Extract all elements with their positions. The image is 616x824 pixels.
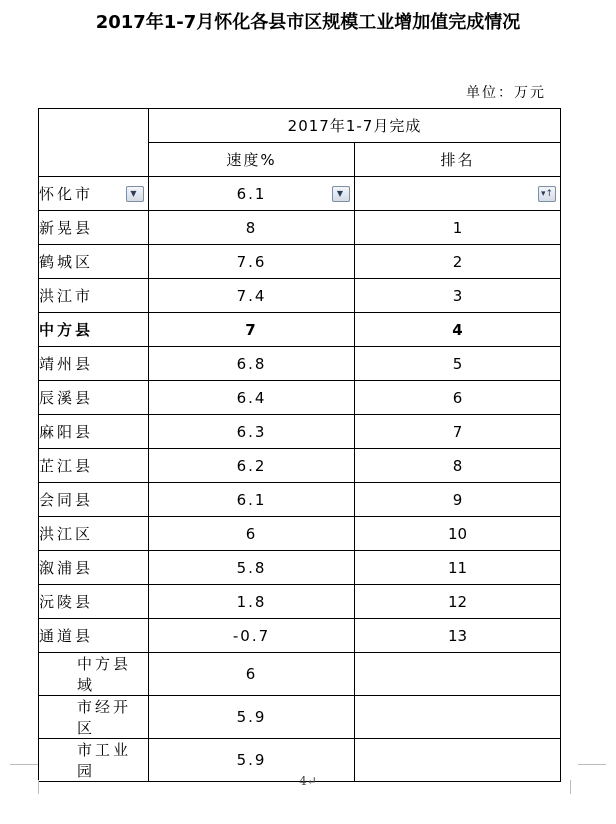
margin-mark	[10, 764, 38, 765]
data-table	[38, 108, 561, 782]
rank-empty	[355, 696, 561, 739]
rank-value: 10	[355, 517, 561, 551]
region-name: 市经开区	[39, 696, 149, 739]
filter-row	[39, 177, 561, 211]
table-row	[39, 347, 561, 381]
table-row	[39, 449, 561, 483]
rank-value: 2	[355, 245, 561, 279]
rank-value: 13	[355, 619, 561, 653]
header-period: 2017年1-7月完成	[149, 109, 561, 143]
growth-speed: 5.9	[149, 739, 355, 782]
table-row	[39, 619, 561, 653]
growth-speed: 8	[149, 211, 355, 245]
header-blank-cell	[39, 109, 149, 177]
table-row	[39, 517, 561, 551]
county-name: 沅陵县	[39, 585, 149, 619]
table-row	[39, 245, 561, 279]
header-speed: 速度%	[149, 143, 355, 177]
growth-speed: 6	[149, 653, 355, 696]
growth-speed: -0.7	[149, 619, 355, 653]
county-name: 新晃县	[39, 211, 149, 245]
unit-label: 单位：万元	[466, 85, 546, 101]
table-row	[39, 551, 561, 585]
county-name: 会同县	[39, 483, 149, 517]
rank-value: 4	[355, 313, 561, 347]
county-name: 洪江区	[39, 517, 149, 551]
rank-value: 11	[355, 551, 561, 585]
region-name: 市工业园	[39, 739, 149, 782]
county-name: 中方县	[39, 313, 149, 347]
region-name: 中方县域	[39, 653, 149, 696]
rank-value: 9	[355, 483, 561, 517]
rank-value: 5	[355, 347, 561, 381]
growth-speed: 1.8	[149, 585, 355, 619]
table-row	[39, 483, 561, 517]
rank-value: 1	[355, 211, 561, 245]
county-name: 靖州县	[39, 347, 149, 381]
growth-speed: 6.2	[149, 449, 355, 483]
growth-speed: 7	[149, 313, 355, 347]
header-rank: 排名	[355, 143, 561, 177]
county-name: 芷江县	[39, 449, 149, 483]
filter-name: 怀化市	[39, 185, 94, 203]
county-name: 麻阳县	[39, 415, 149, 449]
county-name: 洪江市	[39, 279, 149, 313]
table-row	[39, 696, 561, 739]
table-row	[39, 415, 561, 449]
table-row	[39, 653, 561, 696]
growth-speed: 7.6	[149, 245, 355, 279]
rank-value: 6	[355, 381, 561, 415]
table-row	[39, 585, 561, 619]
margin-mark	[578, 764, 606, 765]
rank-value: 8	[355, 449, 561, 483]
table-row	[39, 279, 561, 313]
county-name: 溆浦县	[39, 551, 149, 585]
growth-speed: 7.4	[149, 279, 355, 313]
filter-speed: 6.1	[236, 184, 267, 203]
rank-value: 7	[355, 415, 561, 449]
rank-value: 12	[355, 585, 561, 619]
growth-speed: 5.8	[149, 551, 355, 585]
table-row	[39, 211, 561, 245]
filter-dropdown-icon[interactable]: ▼	[126, 186, 144, 202]
filter-speed-cell	[149, 177, 355, 211]
growth-speed: 6.3	[149, 415, 355, 449]
growth-speed: 6.8	[149, 347, 355, 381]
filter-dropdown-icon[interactable]: ▼	[332, 186, 350, 202]
table-row	[39, 381, 561, 415]
growth-speed: 6	[149, 517, 355, 551]
growth-speed: 5.9	[149, 696, 355, 739]
rank-empty	[355, 653, 561, 696]
rank-value: 3	[355, 279, 561, 313]
county-name: 鹤城区	[39, 245, 149, 279]
filter-name-cell	[39, 177, 149, 211]
county-name: 辰溪县	[39, 381, 149, 415]
growth-speed: 6.1	[149, 483, 355, 517]
filter-rank-cell	[355, 177, 561, 211]
page-number: 4↵	[299, 774, 317, 788]
table-row	[39, 313, 561, 347]
document-title: 2017年1-7月怀化各县市区规模工业增加值完成情况	[95, 12, 521, 33]
county-name: 通道县	[39, 619, 149, 653]
growth-speed: 6.4	[149, 381, 355, 415]
sort-filter-icon[interactable]: ▾↑	[538, 186, 556, 202]
